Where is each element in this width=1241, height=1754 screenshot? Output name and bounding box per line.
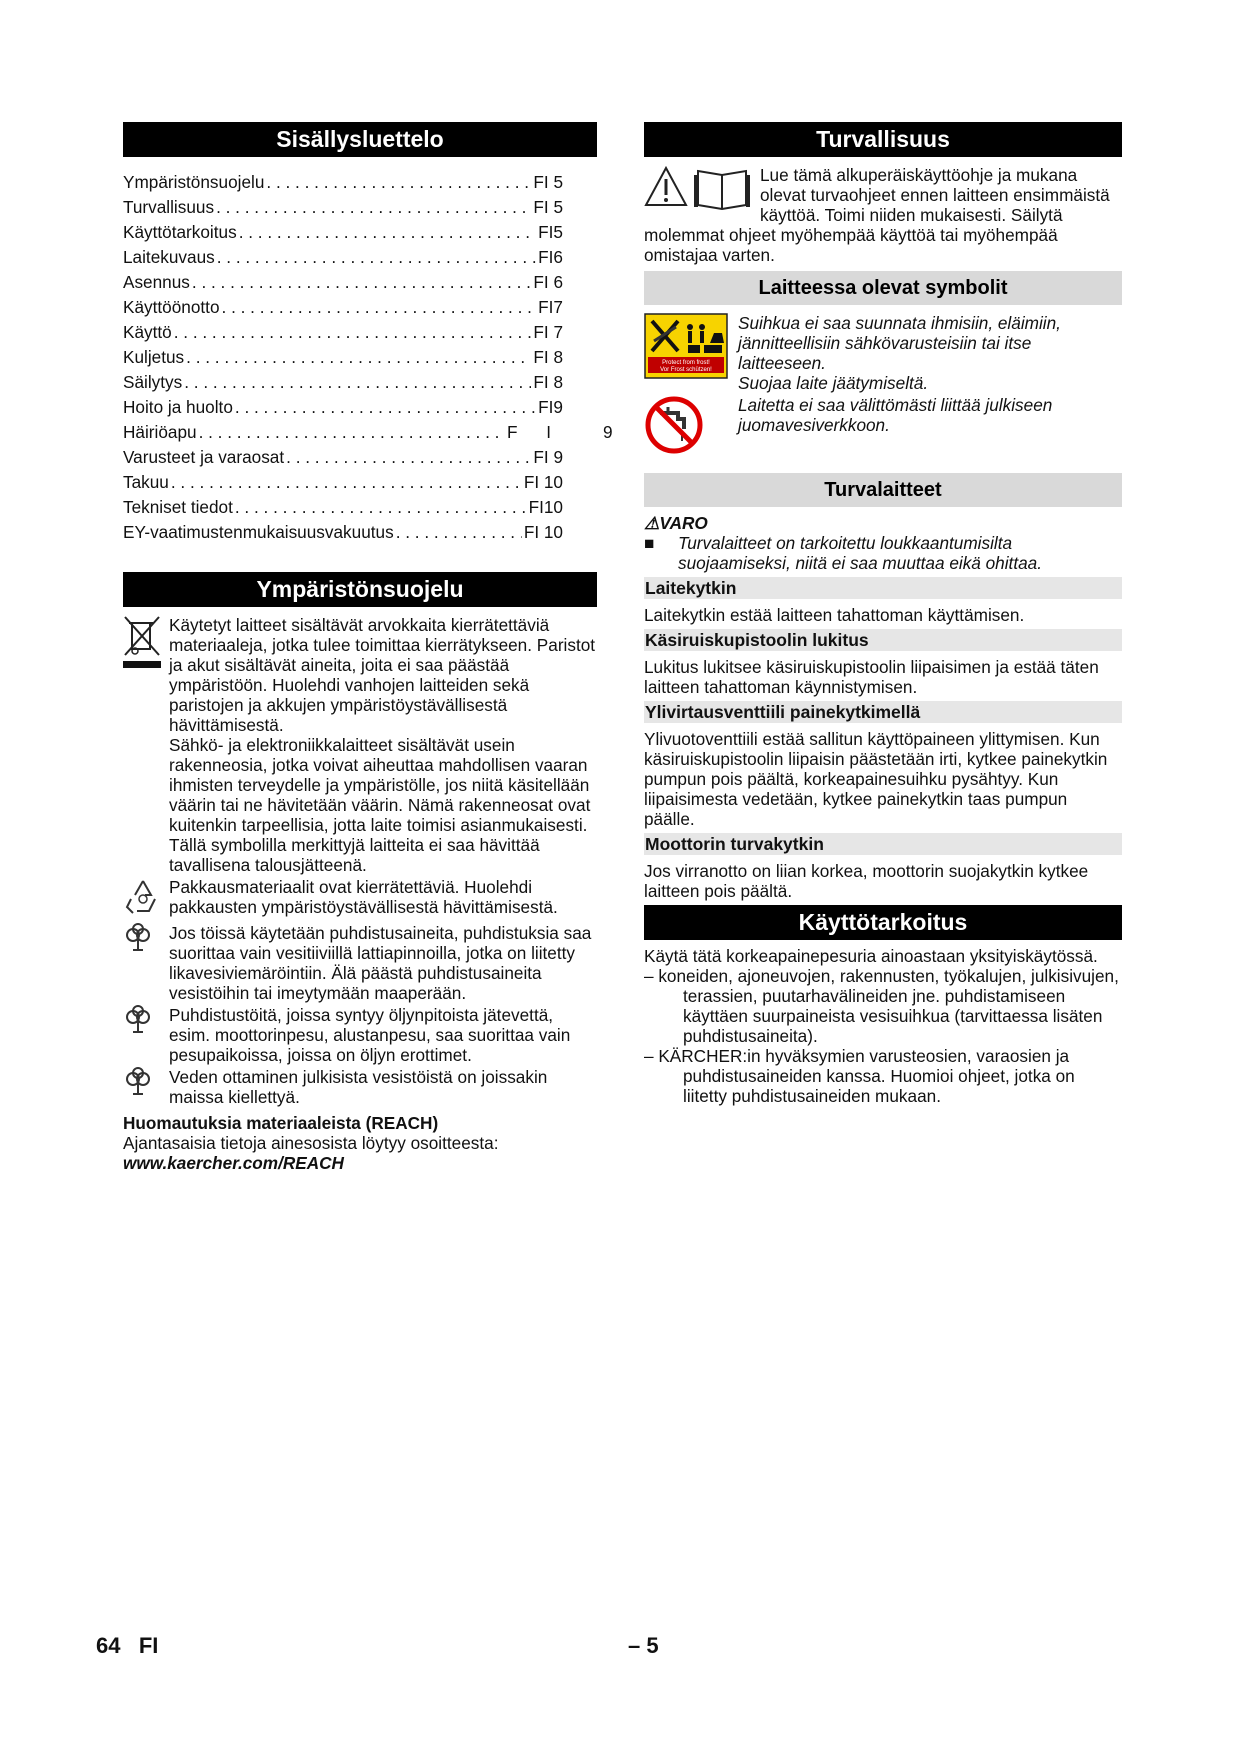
caution-text: Turvalaitteet on tarkoitettu loukkaantumisilta suojaamiseksi, niitä ei saa muuttaa eikä ohittaa. xyxy=(678,533,1043,573)
language-code: FI xyxy=(138,1633,159,1658)
use-intro: Käytä tätä korkeapainepesuria ainoastaan yksityiskäytössä. xyxy=(644,946,1098,966)
bullet-square-icon: ■ xyxy=(644,533,655,553)
symbol-row-water xyxy=(644,395,1122,459)
toc-entry[interactable]: Asennus . . . FI 6 xyxy=(123,270,563,295)
env-weee-block xyxy=(123,615,597,875)
env-detergent-block xyxy=(123,923,597,1003)
safety-heading: Turvallisuus xyxy=(644,122,1122,157)
no-spray-sticker-icon xyxy=(644,313,728,379)
symbol-text: Suihkua ei saa suunnata ihmisiin, eläimiin, jännitteellisiin sähkövarusteisiin tai itse laitteeseen. xyxy=(738,313,1061,373)
toc-heading: Sisällysluettelo xyxy=(123,122,597,157)
toc-entry[interactable]: Takuu . . . FI 10 xyxy=(123,470,563,495)
environment-tree-icon xyxy=(123,1005,153,1035)
reach-link[interactable]: www.kaercher.com/REACH xyxy=(123,1153,344,1173)
valve-heading: Ylivirtausventtiili painekytkimellä xyxy=(644,701,1122,723)
env-oil-block xyxy=(123,1005,597,1065)
toc-entry[interactable]: Käyttötarkoitus . . . FI5 xyxy=(123,220,563,245)
switch-heading: Laitekytkin xyxy=(644,577,1122,599)
env-paragraph: Jos töissä käytetään puhdistusaineita, puhdistuksia saa suorittaa vain vesitiiviillä lattiapinnoilla, jotka on liitetty likavesiviemäröintiin. Älä päästä puhdistusaineita vesistöihin tai imeytymään maaperään. xyxy=(169,923,592,1003)
env-section xyxy=(123,615,597,1173)
symbol-text: Laitetta ei saa välittömästi liittää julkiseen juomavesiverkkoon. xyxy=(738,395,1053,435)
caution-item xyxy=(644,533,1122,573)
symbols-heading: Laitteessa olevat symbolit xyxy=(644,271,1122,305)
env-packaging-block xyxy=(123,877,597,921)
reach-heading: Huomautuksia materiaaleista (REACH) xyxy=(123,1113,439,1133)
toc-entry[interactable]: Laitekuvaus . . . FI6 xyxy=(123,245,563,270)
use-item: – koneiden, ajoneuvojen, rakennusten, työkalujen, julkisivujen, terassien, puutarhavälineiden jne. puhdistamiseen käyttäen suurpaineista vesisuihkua (tarvittaessa lisäten puhdistusaineita). xyxy=(644,966,1119,1046)
right-column xyxy=(644,122,1122,1106)
safety-intro: Lue tämä alkuperäiskäyttöohje ja mukana olevat turvaohjeet ennen laitteen ensimmäistä käyttöä. Toimi niiden mukaisesti. Säilytä molemmat ohjeet myöhempää käyttöä tai myöhempää omistajaa varten. xyxy=(644,165,1110,265)
lock-heading: Käsiruiskupistoolin lukitus xyxy=(644,629,1122,651)
recycling-icon xyxy=(123,877,163,917)
lock-text: Lukitus lukitsee käsiruiskupistoolin liipaisimen ja estää täten laitteen tahattoman käynnistymisen. xyxy=(644,657,1099,697)
env-paragraph: Veden ottaminen julkisista vesistöistä on joissakin maissa kiellettyä. xyxy=(169,1067,548,1107)
toc-entry[interactable]: Tekniset tiedot . . . FI10 xyxy=(123,495,563,520)
safety-intro-block xyxy=(644,165,1122,265)
switch-text: Laitekytkin estää laitteen tahattoman käyttämisen. xyxy=(644,605,1025,625)
no-drinking-water-icon xyxy=(644,395,704,455)
crossed-bin-icon xyxy=(123,615,163,685)
toc-entry[interactable]: Varusteet ja varaosat . . . FI 9 xyxy=(123,445,563,470)
toc-entry[interactable]: EY-vaatimustenmukaisuusvakuutus . . . FI 10 xyxy=(123,520,563,545)
section-page: – 5 xyxy=(628,1633,659,1658)
toc-entry[interactable]: Käyttö . . . FI 7 xyxy=(123,320,563,345)
use-heading: Käyttötarkoitus xyxy=(644,905,1122,940)
page-number: 64 xyxy=(96,1633,121,1658)
motor-heading: Moottorin turvakytkin xyxy=(644,833,1122,855)
sticker-text: Vor Frost schützen! xyxy=(660,367,712,373)
toc-entry[interactable]: Hoito ja huolto . . . FI9 xyxy=(123,395,563,420)
env-paragraph: Puhdistustöitä, joissa syntyy öljynpitoista jätevettä, esim. moottorinpesu, alustanpesu, saa suorittaa vain pesupaikoissa, joissa on öljyn erottimet. xyxy=(169,1005,571,1065)
toc-entry[interactable]: Häiriöapu . . . F I 9 xyxy=(123,420,563,445)
env-water-block xyxy=(123,1067,597,1107)
table-of-contents xyxy=(123,170,613,545)
reach-note xyxy=(123,1113,597,1173)
caution-label: ⚠VARO xyxy=(644,513,708,533)
motor-text: Jos virranotto on liian korkea, moottorin suojakytkin kytkee laitteen pois päältä. xyxy=(644,861,1089,901)
reach-text: Ajantasaisia tietoja ainesosista löytyy osoitteesta: xyxy=(123,1133,499,1153)
valve-text: Ylivuotoventtiili estää sallitun käyttöpaineen ylittymisen. Kun käsiruiskupistoolin liipaisin päästetään irti, kytkee painekytkin pumpun pois päältä, korkeapainesuihku pysähtyy. Kun liipaisimesta vedetään, kytkee painekytkin taas pumpun päälle. xyxy=(644,729,1108,829)
env-paragraph: Käytetyt laitteet sisältävät arvokkaita kierrätettäviä materiaaleja, jotka tulee toimittaa kierrätykseen. Paristot ja akut sisältävät aineita, joita ei saa päästää ympäristöön. Huolehdi vanhojen laitteiden sekä paristojen ja akkujen ympäristöystävällisestä hävittämisestä. xyxy=(169,615,596,735)
toc-entry[interactable]: Kuljetus . . . FI 8 xyxy=(123,345,563,370)
devices-heading: Turvalaitteet xyxy=(644,473,1122,507)
left-column xyxy=(123,122,613,1173)
toc-entry[interactable]: Ympäristönsuojelu . . . FI 5 xyxy=(123,170,563,195)
env-heading: Ympäristönsuojelu xyxy=(123,572,597,607)
environment-tree-icon xyxy=(123,923,153,953)
toc-entry[interactable]: Turvallisuus . . . FI 5 xyxy=(123,195,563,220)
use-item: – KÄRCHER:in hyväksymien varusteosien, varaosien ja puhdistusaineiden kanssa. Huomioi ohjeet, jotka on liitetty puhdistusaineiden mukaan. xyxy=(644,1046,1075,1106)
toc-stray-page: 9 xyxy=(603,422,613,442)
footer-page xyxy=(96,1633,159,1658)
symbol-text: Suojaa laite jäätymiseltä. xyxy=(738,373,929,393)
symbol-row-spray xyxy=(644,313,1122,393)
env-paragraph: Pakkausmateriaalit ovat kierrätettäviä. Huolehdi pakkausten ympäristöystävällisestä hävittämisestä. xyxy=(169,877,558,917)
toc-entry[interactable]: Säilytys . . . FI 8 xyxy=(123,370,563,395)
environment-tree-icon xyxy=(123,1067,153,1097)
env-paragraph: Sähkö- ja elektroniikkalaitteet sisältävät usein rakenneosia, jotka voivat aiheuttaa mahdollisen vaaran ihmisten terveydelle ja ympäristölle, jos niitä käsitellään väärin tai ne hävitetään väärin. Nämä rakenneosat ovat kuitenkin tarpeellisia, jotta laite toimisi asianmukaisesti. Tällä symbolilla merkittyjä laitteita ei saa hävittää tavallisena talousjätteenä. xyxy=(169,735,591,875)
warning-manual-icon xyxy=(644,165,756,211)
toc-entry[interactable]: Käyttöönotto . . . FI7 xyxy=(123,295,563,320)
sticker-text: Protect from frost! xyxy=(662,360,710,366)
